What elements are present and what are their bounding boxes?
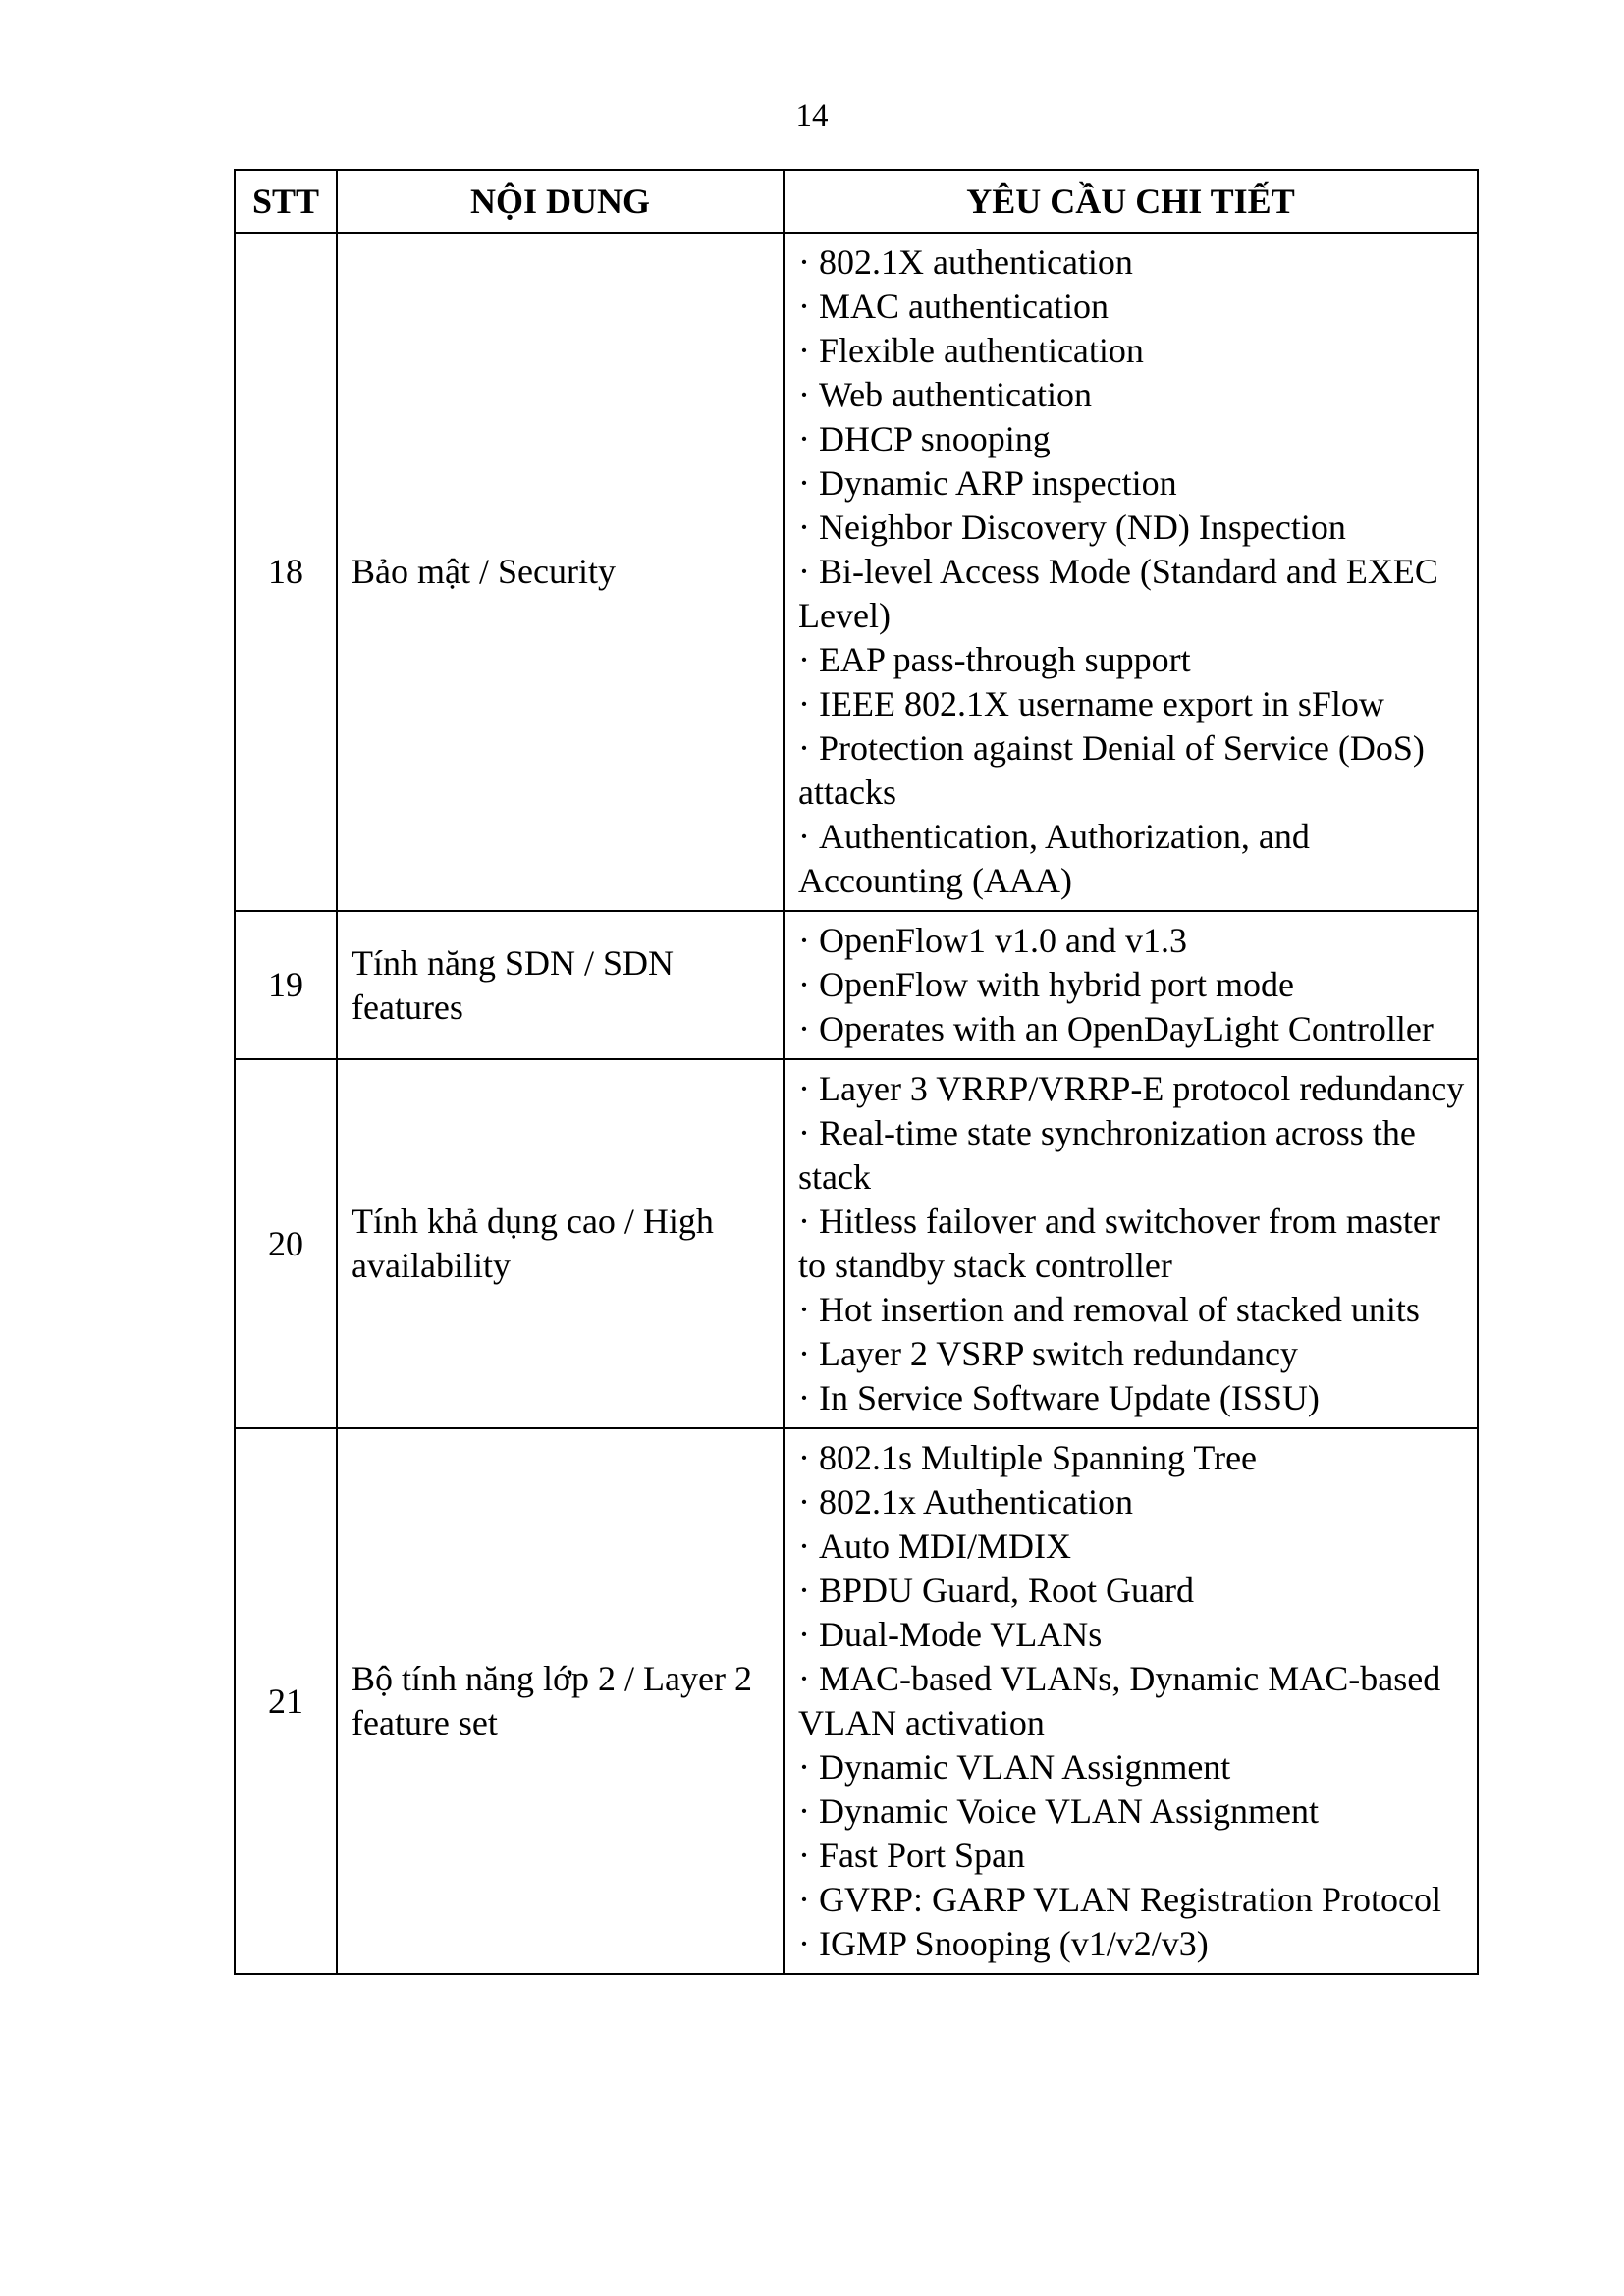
bullet-dot-icon xyxy=(798,1747,819,1787)
bullet-dot-icon xyxy=(798,1069,819,1108)
detail-item xyxy=(798,506,1467,550)
bullet-dot-icon xyxy=(798,1378,819,1417)
row-stt: 21 xyxy=(235,1428,337,1974)
detail-item xyxy=(798,285,1467,329)
detail-item xyxy=(798,373,1467,417)
bullet-dot-icon xyxy=(798,1290,819,1329)
bullet-dot-icon xyxy=(798,1615,819,1654)
detail-item xyxy=(798,682,1467,726)
detail-text: Protection against Denial of Service (DoS) attacks xyxy=(798,728,1425,812)
bullet-dot-icon xyxy=(798,331,819,370)
detail-text: Hot insertion and removal of stacked units xyxy=(819,1290,1420,1329)
bullet-dot-icon xyxy=(798,1659,819,1698)
detail-text: Dynamic Voice VLAN Assignment xyxy=(819,1791,1319,1831)
details-list xyxy=(798,1436,1467,1966)
detail-text: Hitless failover and switchover from master to standby stack controller xyxy=(798,1201,1440,1285)
detail-item xyxy=(798,1007,1467,1051)
detail-item xyxy=(798,1436,1467,1480)
detail-item xyxy=(798,1878,1467,1922)
detail-text: Neighbor Discovery (ND) Inspection xyxy=(819,507,1346,547)
detail-item xyxy=(798,1067,1467,1111)
detail-item xyxy=(798,240,1467,285)
table-row xyxy=(235,1428,1478,1974)
bullet-dot-icon xyxy=(798,640,819,679)
table-row xyxy=(235,911,1478,1059)
bullet-dot-icon xyxy=(798,1526,819,1566)
detail-text: 802.1X authentication xyxy=(819,242,1133,282)
row-details xyxy=(784,1059,1478,1428)
table-header-row xyxy=(235,170,1478,233)
detail-item xyxy=(798,550,1467,638)
row-stt: 19 xyxy=(235,911,337,1059)
detail-text: DHCP snooping xyxy=(819,419,1051,458)
detail-text: MAC-based VLANs, Dynamic MAC-based VLAN activation xyxy=(798,1659,1441,1742)
detail-text: IEEE 802.1X username export in sFlow xyxy=(819,684,1384,723)
row-details xyxy=(784,1428,1478,1974)
detail-text: Authentication, Authorization, and Accounting (AAA) xyxy=(798,817,1310,900)
bullet-dot-icon xyxy=(798,242,819,282)
detail-item xyxy=(798,1745,1467,1789)
details-list xyxy=(798,1067,1467,1420)
bullet-dot-icon xyxy=(798,1334,819,1373)
detail-item xyxy=(798,1480,1467,1524)
bullet-dot-icon xyxy=(798,684,819,723)
detail-item xyxy=(798,638,1467,682)
bullet-dot-icon xyxy=(798,375,819,414)
detail-text: Fast Port Span xyxy=(819,1836,1026,1875)
header-content: NỘI DUNG xyxy=(337,170,784,233)
detail-item xyxy=(798,329,1467,373)
row-content: Bộ tính năng lớp 2 / Layer 2 feature set xyxy=(337,1428,784,1974)
header-stt: STT xyxy=(235,170,337,233)
detail-item xyxy=(798,1376,1467,1420)
detail-item xyxy=(798,1524,1467,1569)
bullet-dot-icon xyxy=(798,419,819,458)
bullet-dot-icon xyxy=(798,921,819,960)
bullet-dot-icon xyxy=(798,463,819,503)
row-stt: 20 xyxy=(235,1059,337,1428)
detail-item xyxy=(798,815,1467,903)
detail-item xyxy=(798,1569,1467,1613)
bullet-dot-icon xyxy=(798,1009,819,1048)
detail-text: 802.1s Multiple Spanning Tree xyxy=(819,1438,1258,1477)
row-content: Tính khả dụng cao / High availability xyxy=(337,1059,784,1428)
detail-item xyxy=(798,1111,1467,1200)
detail-text: IGMP Snooping (v1/v2/v3) xyxy=(819,1924,1209,1963)
detail-text: Web authentication xyxy=(819,375,1092,414)
bullet-dot-icon xyxy=(798,287,819,326)
bullet-dot-icon xyxy=(798,965,819,1004)
detail-item xyxy=(798,963,1467,1007)
specification-table xyxy=(234,169,1479,1975)
bullet-dot-icon xyxy=(798,1880,819,1919)
details-list xyxy=(798,240,1467,903)
bullet-dot-icon xyxy=(798,1113,819,1152)
detail-item xyxy=(798,1834,1467,1878)
detail-text: EAP pass-through support xyxy=(819,640,1191,679)
bullet-dot-icon xyxy=(798,728,819,768)
detail-text: Auto MDI/MDIX xyxy=(819,1526,1071,1566)
detail-item xyxy=(798,1288,1467,1332)
detail-item xyxy=(798,417,1467,461)
detail-text: Real-time state synchronization across the stack xyxy=(798,1113,1416,1197)
bullet-dot-icon xyxy=(798,1571,819,1610)
bullet-dot-icon xyxy=(798,1836,819,1875)
detail-text: Dual-Mode VLANs xyxy=(819,1615,1103,1654)
bullet-dot-icon xyxy=(798,1201,819,1241)
bullet-dot-icon xyxy=(798,817,819,856)
detail-item xyxy=(798,1613,1467,1657)
row-details xyxy=(784,233,1478,911)
detail-item xyxy=(798,1922,1467,1966)
bullet-dot-icon xyxy=(798,507,819,547)
row-details xyxy=(784,911,1478,1059)
row-stt: 18 xyxy=(235,233,337,911)
bullet-dot-icon xyxy=(798,1791,819,1831)
table-row xyxy=(235,1059,1478,1428)
detail-item xyxy=(798,1200,1467,1288)
bullet-dot-icon xyxy=(798,1924,819,1963)
detail-text: MAC authentication xyxy=(819,287,1109,326)
header-details: YÊU CẦU CHI TIẾT xyxy=(784,170,1478,233)
row-content: Bảo mật / Security xyxy=(337,233,784,911)
detail-item xyxy=(798,919,1467,963)
bullet-dot-icon xyxy=(798,552,819,591)
detail-text: OpenFlow with hybrid port mode xyxy=(819,965,1294,1004)
detail-text: Operates with an OpenDayLight Controller xyxy=(819,1009,1434,1048)
detail-text: Dynamic VLAN Assignment xyxy=(819,1747,1231,1787)
detail-text: Dynamic ARP inspection xyxy=(819,463,1177,503)
detail-item xyxy=(798,461,1467,506)
detail-item xyxy=(798,1657,1467,1745)
table-row xyxy=(235,233,1478,911)
bullet-dot-icon xyxy=(798,1482,819,1522)
detail-text: OpenFlow1 v1.0 and v1.3 xyxy=(819,921,1187,960)
detail-text: BPDU Guard, Root Guard xyxy=(819,1571,1194,1610)
detail-item xyxy=(798,1789,1467,1834)
detail-item xyxy=(798,726,1467,815)
details-list xyxy=(798,919,1467,1051)
detail-text: In Service Software Update (ISSU) xyxy=(819,1378,1320,1417)
page-number: 14 xyxy=(795,98,829,133)
bullet-dot-icon xyxy=(798,1438,819,1477)
row-content: Tính năng SDN / SDN features xyxy=(337,911,784,1059)
detail-text: GVRP: GARP VLAN Registration Protocol xyxy=(819,1880,1442,1919)
detail-text: Layer 3 VRRP/VRRP-E protocol redundancy xyxy=(819,1069,1465,1108)
detail-text: Flexible authentication xyxy=(819,331,1144,370)
detail-text: 802.1x Authentication xyxy=(819,1482,1133,1522)
detail-item xyxy=(798,1332,1467,1376)
detail-text: Bi-level Access Mode (Standard and EXEC Level) xyxy=(798,552,1438,635)
detail-text: Layer 2 VSRP switch redundancy xyxy=(819,1334,1298,1373)
